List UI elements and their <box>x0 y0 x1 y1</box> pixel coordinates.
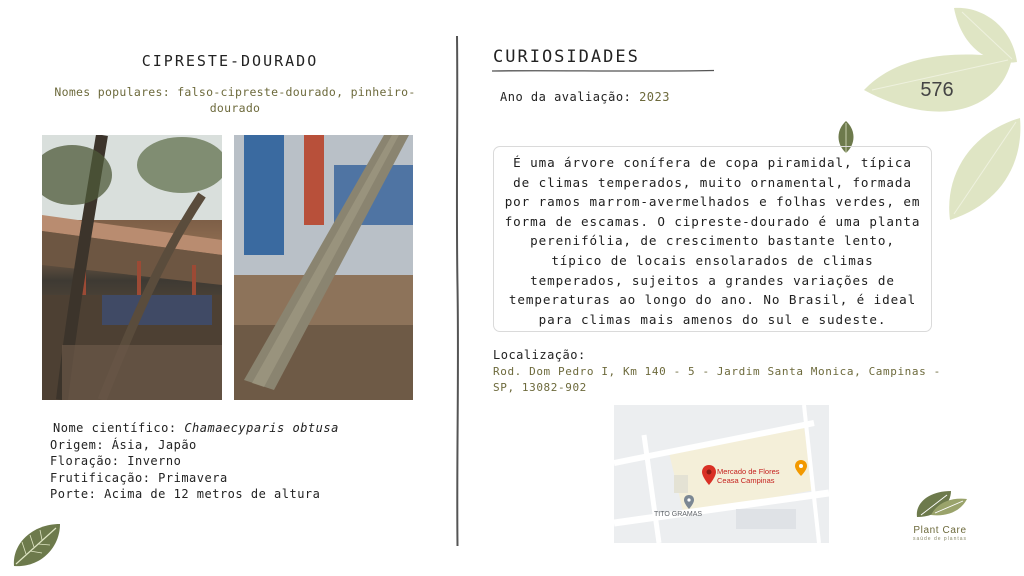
plant-photo-trees <box>42 135 222 400</box>
map-pin-icon[interactable] <box>702 465 716 485</box>
flowering: Floração: Inverno <box>50 454 182 468</box>
plant-number-badge: 576 <box>920 79 954 101</box>
popular-names-value: falso-cipreste-dourado, pinheiro-dourado <box>177 85 416 115</box>
location-address[interactable]: Rod. Dom Pedro I, Km 140 - 5 - Jardim Santa Monica, Campinas - SP, 13082-902 <box>493 365 941 394</box>
location-pin-icon[interactable] <box>684 495 694 509</box>
plant-care-logo <box>911 487 969 519</box>
leaf-icon <box>862 4 1024 224</box>
evaluation-year <box>500 90 670 104</box>
map-pin-label-2: Ceasa Campinas <box>717 476 775 485</box>
evaluation-year-value: 2023 <box>639 90 670 104</box>
restaurant-pin-icon[interactable] <box>795 460 807 476</box>
fruiting: Frutificação: Primavera <box>50 470 228 485</box>
scientific-name <box>50 420 339 437</box>
brand-logo <box>900 487 980 542</box>
map-pin-label-1: Mercado de Flores <box>717 467 780 476</box>
origin: Origem: Ásia, Japão <box>50 437 197 452</box>
curiosities-title: CURIOSIDADES <box>493 47 640 67</box>
popular-names-label: Nomes populares: <box>54 85 170 99</box>
description-text: É uma árvore conífera de copa piramidal, típica de climas temperados, muito ornamental, formada por ramos marrom-avermelhados e folhas verdes, em forma de escamas. O cipreste-dourado é uma planta perenifólia, de crescimento bastante lento, típico de locais ensolarados de climas temperados, sujeitos a grandes variações de temperaturas ao longo do ano. No Brasil, é ideal para climas mais amenos do sul e sudeste. <box>504 155 921 327</box>
size: Porte: Acima de 12 metros de altura <box>50 487 321 501</box>
leaf-icon <box>8 520 64 570</box>
scientific-name-value: Chamaecyparis obtusa <box>184 421 339 435</box>
plant-facts <box>50 420 339 503</box>
location-label: Localização: <box>493 348 586 362</box>
location-map[interactable] <box>614 405 829 543</box>
column-divider <box>455 36 460 546</box>
title-underline <box>492 69 714 73</box>
brand-tagline: saúde de plantas <box>912 536 968 542</box>
scientific-name-label: Nome científico: <box>53 421 177 435</box>
plant-photo-trunk <box>234 135 413 400</box>
evaluation-year-label: Ano da avaliação: <box>500 90 632 104</box>
map-poi-label: TITO GRAMAS <box>654 511 703 518</box>
plant-title: CIPRESTE-DOURADO <box>141 52 319 70</box>
popular-names <box>50 84 420 116</box>
brand-name: Plant Care <box>913 525 967 536</box>
